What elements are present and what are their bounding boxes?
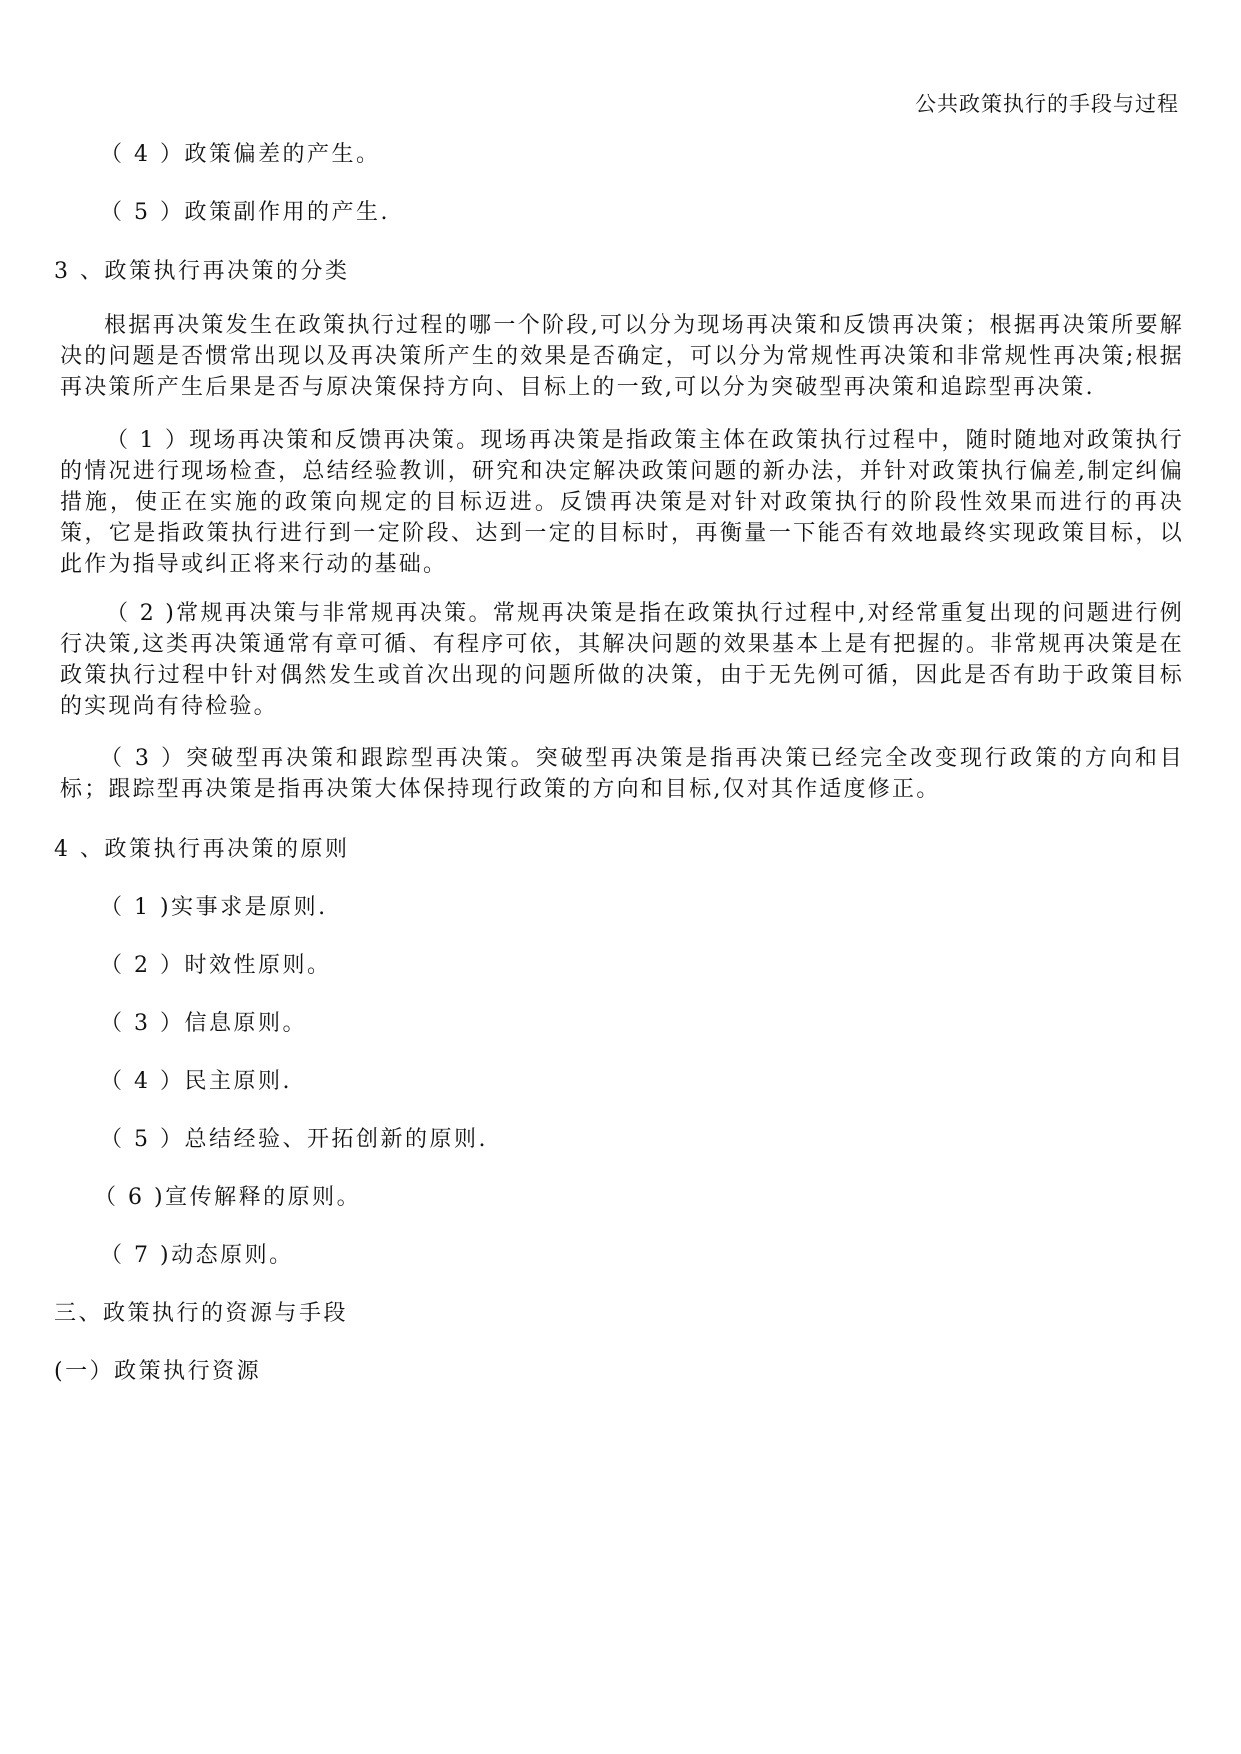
running-header: 公共政策执行的手段与过程 <box>915 92 1179 116</box>
list-item-principle-6: （ 6 )宣传解释的原则。 <box>94 1185 362 1210</box>
list-item-principle-2: （ 2 ）时效性原则。 <box>100 953 332 978</box>
paragraph-breakthrough-tracking: （ 3 ）突破型再决策和跟踪型再决策。突破型再决策是指再决策已经完全改变现行政策的方向和目标；跟踪型再决策是指再决策大体保持现行政策的方向和目标,仅对其作适度修正。 <box>60 746 1184 802</box>
paragraph-onsite-feedback: （ 1 ）现场再决策和反馈再决策。现场再决策是指政策主体在政策执行过程中，随时随地对政策执行的情况进行现场检查，总结经验教训，研究和决定解决政策问题的新办法，并针对政策执行偏差,制定纠偏措施，使正在实施的政策向规定的目标迈进。反馈再决策是对针对政策执行的阶段性效果而进行的再决策，它是指政策执行进行到一定阶段、达到一定的目标时，再衡量一下能否有效地最终实现政策目标，以此作为指导或纠正将来行动的基础。 <box>60 428 1184 577</box>
list-item-policy-deviation: （ 4 ）政策偏差的产生。 <box>100 142 381 167</box>
list-item-principle-1: （ 1 )实事求是原则. <box>100 895 328 920</box>
chapter-heading-resources: 三、政策执行的资源与手段 <box>54 1301 349 1326</box>
list-item-principle-7: （ 7 )动态原则。 <box>100 1243 294 1268</box>
paragraph-routine-nonroutine: （ 2 )常规再决策与非常规再决策。常规再决策是指在政策执行过程中,对经常重复出现的问题进行例行决策,这类再决策通常有章可循、有程序可依，其解决问题的效果基本上是有把握的。非常规再决策是在政策执行过程中针对偶然发生或首次出现的问题所做的决策，由于无先例可循，因此是否有助于政策目标的实现尚有待检验。 <box>60 601 1184 719</box>
section-heading-classification: 3 、政策执行再决策的分类 <box>54 259 350 284</box>
list-item-principle-4: （ 4 ）民主原则. <box>100 1069 292 1094</box>
list-item-principle-5: （ 5 ）总结经验、开拓创新的原则. <box>100 1127 488 1152</box>
section-heading-principles: 4 、政策执行再决策的原则 <box>54 837 350 862</box>
subsection-heading-resources: (一）政策执行资源 <box>54 1359 262 1384</box>
paragraph-classification-intro: 根据再决策发生在政策执行过程的哪一个阶段,可以分为现场再决策和反馈再决策；根据再决策所要解决的问题是否惯常出现以及再决策所产生的效果是否确定，可以分为常规性再决策和非常规性再决策;根据再决策所产生后果是否与原决策保持方向、目标上的一致,可以分为突破型再决策和追踪型再决策. <box>60 313 1184 400</box>
list-item-policy-side-effects: （ 5 ）政策副作用的产生. <box>100 200 390 225</box>
list-item-principle-3: （ 3 ）信息原则。 <box>100 1011 307 1036</box>
